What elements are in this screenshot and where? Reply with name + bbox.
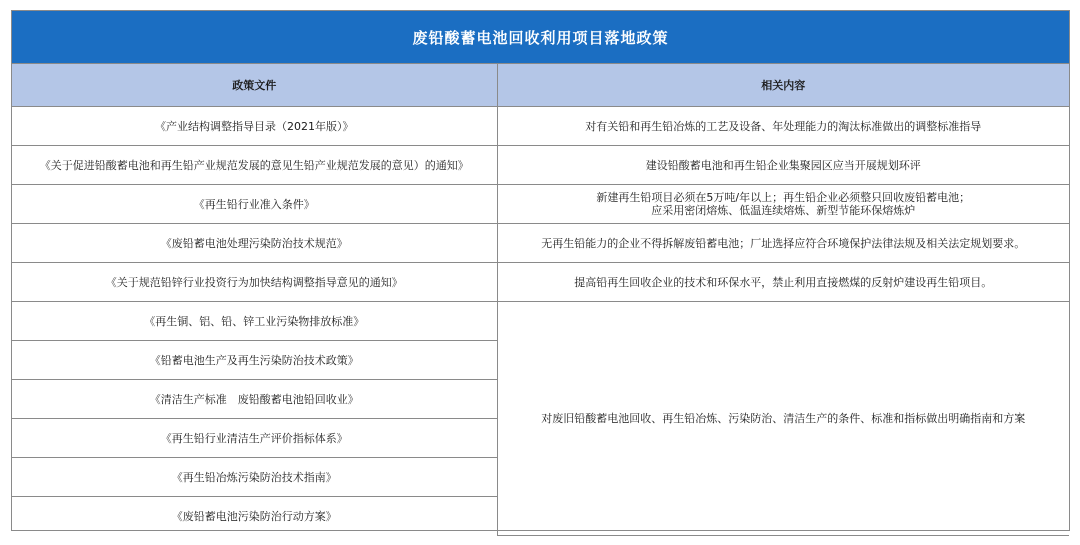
policy-document-cell: 《再生铅冶炼污染防治技术指南》 — [12, 458, 497, 497]
table-row — [12, 146, 1069, 185]
content-line: 新建再生铅项目必须在5万吨/年以上；再生铅企业必须整只回收废铅蓄电池； — [596, 191, 971, 204]
policy-document-cell: 《关于促进铅酸蓄电池和再生铅产业规范发展的意见生铅产业规范发展的意见）的通知》 — [12, 146, 497, 185]
policy-document-cell: 《铅蓄电池生产及再生污染防治技术政策》 — [12, 341, 497, 380]
table-row — [12, 185, 1069, 224]
policy-table — [12, 64, 1069, 536]
table-row — [12, 224, 1069, 263]
related-content-cell: 无再生铅能力的企业不得拆解废铅蓄电池；厂址选择应符合环境保护法律法规及相关法定规划要求。 — [497, 224, 1069, 263]
policy-document-cell: 《再生铅行业准入条件》 — [12, 185, 497, 224]
header-row — [12, 64, 1069, 107]
policy-document-cell: 《废铅蓄电池处理污染防治技术规范》 — [12, 224, 497, 263]
header-policy-document: 政策文件 — [12, 64, 497, 107]
policy-document-cell: 《清洁生产标准 废铅酸蓄电池铅回收业》 — [12, 380, 497, 419]
merged-content-cell: 对废旧铅酸蓄电池回收、再生铅冶炼、污染防治、清洁生产的条件、标准和指标做出明确指南和方案 — [497, 302, 1069, 536]
related-content-cell: 提高铅再生回收企业的技术和环保水平，禁止利用直接燃煤的反射炉建设再生铅项目。 — [497, 263, 1069, 302]
related-content-cell — [497, 185, 1069, 224]
table-row — [12, 263, 1069, 302]
policy-table-container — [11, 10, 1070, 531]
related-content-cell: 对有关铅和再生铅冶炼的工艺及设备、年处理能力的淘汰标准做出的调整标准指导 — [497, 107, 1069, 146]
policy-document-cell: 《再生铅行业清洁生产评价指标体系》 — [12, 419, 497, 458]
related-content-cell: 建设铅酸蓄电池和再生铅企业集聚园区应当开展规划环评 — [497, 146, 1069, 185]
table-title: 废铅酸蓄电池回收利用项目落地政策 — [12, 11, 1069, 64]
policy-document-cell: 《再生铜、铝、铅、锌工业污染物排放标准》 — [12, 302, 497, 341]
header-related-content: 相关内容 — [497, 64, 1069, 107]
content-line: 应采用密闭熔炼、低温连续熔炼、新型节能环保熔炼炉 — [651, 204, 916, 217]
policy-document-cell: 《废铅蓄电池污染防治行动方案》 — [12, 497, 497, 536]
policy-document-cell: 《产业结构调整指导目录（2021年版）》 — [12, 107, 497, 146]
table-row — [12, 107, 1069, 146]
table-row — [12, 302, 1069, 341]
policy-document-cell: 《关于规范铅锌行业投资行为加快结构调整指导意见的通知》 — [12, 263, 497, 302]
